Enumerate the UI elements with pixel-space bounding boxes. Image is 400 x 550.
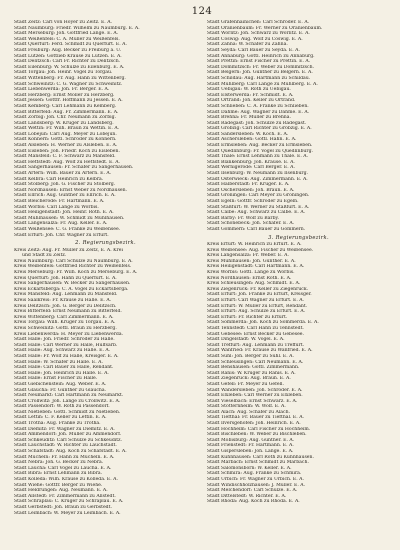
register-entry: Stadt Löbejün: Carl Aug. Meyer zu Löbejün. — [14, 131, 117, 137]
register-entry: Kreis Liebenwerda: H. Meyer zu Liebenwerda. — [14, 331, 124, 337]
register-entry: Kreis Saalkreis: Fr. Krause zu Halle. E. A. — [14, 298, 112, 303]
register-entry: Stadt Thale: Ernst Lehmann zu Thale. E. A. — [207, 154, 309, 160]
register-entry: Stadt Gerbstedt: Joh. Braun zu Gerbstedt. — [14, 504, 112, 510]
register-entry: Stadt Zörbig: Joh. Chr. Neumann zu Zörbig. — [14, 115, 117, 121]
register-entry: Stadt Frienstedt: Fr. Hartmann. E. A. — [207, 443, 294, 449]
register-entry: Kreis Merseburg: Fr. Wilh. Koch zu Merseburg. E. A. — [14, 270, 138, 276]
register-entry: Stadt Erfurt: W. Müller zu Erfurt, Rendant. — [207, 303, 308, 309]
register-entry: Stadt Erfurt: Aug. Schulze zu Erfurt. E. A. — [207, 309, 306, 315]
register-entry: Stadt Lauchstädt: W. Richter zu Lauchstädt. — [14, 443, 117, 449]
register-entry: Stadt Mühlberg: Carl Lange zu Mühlberg. E. A. — [207, 81, 318, 87]
register-entry: Stadt Annaburg: Gottl. Heinrich zu Annaburg. — [207, 53, 315, 59]
register-entry: Stadt Sandersleben: W. Koch. E. A. — [207, 131, 289, 137]
register-entry: Kreis Nordhausen: Ernst Roth. E. A. — [207, 275, 292, 281]
register-entry: Stadt Sangerhausen: Fr. Schäfer zu Sangerhausen. — [14, 165, 134, 171]
register-entry: Stadt Suhl: Joh. Berger zu Suhl. E. A. — [207, 353, 294, 359]
register-entry: Stadt Kölleda: Wilh. Krause zu Kölleda. E. A. — [14, 477, 118, 482]
register-entry: Stadt Zahna: W. Schäfer zu Zahna. — [207, 42, 288, 48]
register-entry: Stadt Dommitzsch: Fr. Weber zu Dommitzsch. — [207, 64, 315, 70]
register-entry: Stadt Windischholzhausen: J. Müller. E. A. — [207, 482, 306, 488]
register-entry: Stadt Möbisburg: Aug. Günther. E. A. — [207, 437, 295, 443]
register-entry: Stadt Erfurt: Joh. Franke zu Erfurt, Kreisger. — [207, 292, 312, 298]
register-entry: Stadt Torgau: Joh. Heinr. Vogel zu Torgau. — [14, 70, 113, 76]
register-entry: Stadt Nebra: Joh. G. Becker zu Nebra. — [14, 460, 104, 466]
register-entry: Stadt Gröningen: Carl Meyer zu Gröningen. — [207, 193, 310, 199]
register-entry: Stadt Giebichenstein: Aug. Weber. E. A. — [14, 381, 107, 387]
register-entry: Kreis Delitzsch: Joh. G. Berger zu Delitzsch. — [14, 303, 117, 309]
register-entry: Stadt Ermsleben: Aug. Becker zu Ermsleben. — [207, 143, 313, 149]
page-number: 124 — [191, 6, 213, 17]
register-entry: Stadt Ellrich: Aug. Günther zu Ellrich. E. A. — [14, 193, 116, 199]
register-entry: Stadt Halle: Fr. Wolf zu Halle, Kreisger. E. A. — [14, 353, 119, 359]
register-entry: Stadt Bibra: Ernst Lehmann zu Bibra. — [14, 471, 103, 477]
register-entry: Stadt Mansfeld: C. F. Schwarz zu Mansfeld. — [14, 154, 116, 160]
register-entry: Stadt Cröllwitz: Joh. Lange zu Cröllwitz. E. A. — [14, 398, 121, 404]
register-entry: Stadt Treffurt: Aug. Lehmann zu Treffurt. — [207, 342, 305, 348]
register-entry: Stadt Halberstadt: Fr. Krüger. E. A. — [207, 182, 290, 188]
register-entry: Stadt Dingelstädt: W. Vogel. E. A. — [207, 337, 285, 343]
register-entry: Stadt Wörlitz: Joh. Schwarz zu Wörlitz. E. A. — [207, 31, 310, 37]
register-entry: Kreis Zeitz: Aug. Fr. Müller zu Zeitz, E. A. Krei — [14, 247, 123, 253]
register-entry: Stadt Rhoda: Aug. Koch zu Rhoda. E. A. — [207, 499, 300, 505]
register-entry: Kreis Weißenfels: Gottfried Richter zu Weißenfels. — [14, 264, 132, 270]
register-entry: Kreis Mansfeld: Aug. Lehmann zu Mansfeld. — [14, 292, 118, 298]
register-entry: Stadt Vieselbach: Ernst Schwarz. E. A. — [207, 398, 298, 404]
register-entry: Stadt Glaucha: Fr. Günther zu Glaucha. — [14, 387, 107, 393]
register-entry: Stadt Bitterfeld: Aug. Fr. Zimmermann. E. A. — [14, 109, 119, 115]
register-entry: Stadt Melchendorf: Carl Schulze. E. A. — [207, 488, 298, 494]
register-entry: Stadt Sömmerda: Joh. Koch zu Sömmerda. E. A. — [207, 320, 319, 326]
register-entry: Stadt Kühnhausen: Carl Roth zu Kühnhausen. — [207, 454, 314, 460]
register-entry: Stadt Eilenburg: W. Schulze zu Eilenburg. E. A. — [14, 64, 125, 70]
register-entry: Stadt Egeln: Gottfr. Schröder zu Egeln. — [207, 199, 299, 204]
register-entry: Stadt Ranis: W. Krüger zu Ranis. E. A. — [207, 370, 296, 376]
register-entry: Stadt Wanfried: Fr. Krause zu Wanfried. E. A. — [207, 348, 313, 354]
register-entry: Stadt Kemberg: Carl Lehmann zu Kemberg. — [14, 103, 117, 109]
register-entry: Stadt Stotternheim: W. Wolf. E. A. — [207, 404, 286, 410]
register-entry: Stadt Erfurt: Fr. Richter zu Erfurt. — [207, 314, 288, 320]
register-entry: Stadt Mühlhausen: W. Schmidt zu Mühlhausen. — [14, 215, 125, 221]
register-entry: Stadt Hochheim: Carl Fischer zu Hochheim. — [207, 426, 311, 432]
register-entry: Stadt Tennstedt: Carl Hahn zu Tennstedt. — [207, 325, 304, 331]
register-entry: Stadt Halle: Aug. Schwarz zu Halle. E. A. — [14, 348, 111, 354]
register-entry: Stadt Schlieben: C. A. Franke zu Schlieben. — [207, 103, 309, 109]
register-entry: Stadt Gräfenhainichen: Carl Schröder. E. A. — [207, 20, 310, 25]
register-entry: Stadt Bleicherode: Fr. Hartmann. E. A. — [14, 199, 105, 204]
register-entry: Stadt Weißenfels: C. A. Müller zu Weißenfels. — [14, 36, 120, 42]
register-entry: Stadt Delitzsch: Carl Fr. Richter zu Delitzsch. — [14, 59, 121, 65]
register-entry: Stadt Lützen: Gottlieb Krause zu Lützen. E. A. — [14, 53, 122, 59]
register-entry: Stadt Wernigerode: Carl Berger. E. A. — [207, 165, 295, 171]
section-heading: 2. Regierungsbezirk. — [75, 240, 136, 247]
register-entry: Kreis Erfurt: W. Heinrich zu Erfurt. E. A. — [207, 242, 302, 248]
register-entry: Stadt Radegast: Joh. Schulze zu Radegast. — [207, 120, 307, 126]
register-entry: Stadt Diemitz: Fr. Wagner zu Diemitz. E. A. — [14, 426, 115, 432]
register-entry: Stadt Barby: Fr. Wolf zu Barby. — [207, 215, 279, 221]
register-entry: Stadt Leimbach: W. Meyer zu Leimbach. E. A. — [14, 510, 121, 516]
entry-continuation: und Stadt zu Zeitz. — [22, 253, 67, 259]
register-entry: Stadt Prettin: Ernst Fischer zu Prettin. E. A. — [207, 59, 311, 65]
register-entry: Kreis Worbis: Gottl. Lange zu Worbis. — [207, 270, 295, 276]
register-entry: Kreis Bitterfeld: Ernst Neumann zu Bitterfeld. — [14, 309, 122, 315]
register-entry: Stadt Halle: Carl Bauer zu Halle, Rendant. — [14, 365, 114, 371]
register-entry: Stadt Naumburg: Friedr. Wilhelm zu Naumburg. E. A. — [14, 25, 140, 31]
register-entry: Stadt Schönebeck: Joh. Schäfer. E. A. — [207, 221, 295, 227]
register-entry: Stadt Merseburg: Joh. Gottfried Lange. E. A. — [14, 31, 119, 37]
register-entry: Kreis Wittenberg: Carl Zimmermann. E. A. — [14, 314, 114, 320]
register-entry: Stadt Gröbzig: Carl Richter zu Gröbzig. E. A. — [207, 126, 312, 132]
register-entry: Stadt Worbis: Carl Lange zu Worbis. — [14, 204, 99, 210]
register-entry: Kreis Schleusingen: Aug. Schmidt. E. A. — [207, 281, 301, 287]
register-entry: Stadt Schkeuditz: Carl Schulze zu Schkeuditz. — [14, 437, 123, 443]
register-entry: Stadt Tiefthal: Fr. Bauer zu Tiefthal. E. A. — [207, 415, 304, 421]
section-heading: 3. Regierungsbezirk. — [268, 234, 329, 241]
register-entry: Stadt Belgern: Joh. Günther zu Belgern. E. A. — [207, 70, 313, 76]
register-entry: Stadt Schraplau: C. Krüger zu Schraplau. E. A. — [14, 499, 124, 505]
register-entry: Stadt Dahme: Aug. Wagner zu Dahme. E. A. — [207, 109, 310, 115]
register-entry: Kreis Torgau: Wilh. Krüger zu Torgau. E. A. — [14, 320, 116, 326]
register-entry: Stadt Osterwieck: Aug. Zimmermann. E. A. — [207, 176, 308, 182]
right-column — [207, 20, 390, 548]
register-entry: Stadt Alsleben: H. Werner zu Alsleben. E. A. — [14, 143, 118, 149]
register-entry: Stadt Erfurt: Carl Wagner zu Erfurt. E. A. — [207, 298, 305, 303]
register-entry: Stadt Schafstädt: Aug. Koch zu Schafstädt. E. A. — [14, 449, 127, 455]
register-entry: Kreis Querfurt: Joh. Hahn zu Querfurt. E. A. — [14, 275, 117, 281]
register-entry: Stadt Hettstedt: Aug. Wolf zu Hettstedt. E. A. — [14, 159, 120, 165]
register-entry: Stadt Freiburg: Aug. Becker zu Freiburg a. U. — [14, 47, 122, 53]
register-entry: Stadt Gebesee: Ernst Becker zu Gebesee. — [207, 331, 304, 337]
register-entry: Kreis Naumburg: Carl Schulze zu Naumburg. E. A. — [14, 258, 133, 264]
register-entry: Stadt Passendorf: W. Roth zu Passendorf. — [14, 404, 110, 410]
register-entry: Stadt Seyda: Carl Bauer zu Seyda. E. A. — [207, 47, 300, 53]
register-entry: Kreis Heiligenstadt: Carl Hartmann. E. A. — [207, 264, 305, 270]
register-entry: Stadt Halle: W. Schäfer zu Halle. E. A. — [14, 359, 103, 365]
register-entry: Stadt Schleusingen: Carl Neumann. E. A. — [207, 359, 304, 365]
register-entry: Stadt Ilsenburg: W. Neumann zu Ilsenburg. — [207, 171, 309, 177]
register-entry: Stadt Nordhausen: Ernst Weber zu Nordhausen. — [14, 187, 128, 193]
register-entry: Stadt Zeitz: Carl von Hoyer zu Zeitz. E. A. — [14, 20, 112, 25]
register-entry: Stadt Blankenburg: Joh. Krause. E. A. — [207, 159, 295, 165]
register-entry: Stadt Benshausen: Gottl. Zimmermann. — [207, 365, 300, 371]
register-entry: Stadt Querfurt: Ferd. Schmidt zu Querfurt. E. A. — [14, 42, 127, 48]
register-entry: Stadt Allstedt: Fr. Zimmermann zu Allstedt. — [14, 493, 116, 499]
register-entry: Stadt Artern: Wilh. Bauer zu Artern. E. A. — [14, 171, 112, 177]
register-entry: Stadt Halle: Joh. Friedr. Schröder zu Halle. — [14, 337, 115, 343]
register-entry: Stadt Eisleben: Joh. Friedr. Koch zu Eisleben. — [14, 148, 120, 154]
register-entry: Stadt Elsterwerda: Fr. Schmidt. E. A. — [207, 92, 294, 98]
register-entry: Kreis Weißensee: Aug. Fischer zu Weißensee. — [207, 247, 314, 253]
register-entry: Stadt Gispersleben: Joh. Lange. E. A. — [207, 449, 294, 455]
register-entry: Stadt Trotha: Aug. Franke zu Trotha. — [14, 421, 101, 427]
register-entry: Stadt Aschersleben: Gottl. Hahn. E. A. — [207, 137, 297, 143]
register-entry: Stadt Urbich: Fr. Wagner zu Urbich. E. A. — [207, 477, 304, 482]
register-entry: Stadt Oschersleben: Joh. Braun. E. A. — [207, 187, 295, 193]
register-entry: Stadt Ziegenrück: Aug. Braun. E. A. — [207, 376, 291, 382]
register-entry: Stadt Coswig: Aug. Wolf zu Coswig. E. A. — [207, 36, 303, 42]
register-entry: Stadt Langensalza: Fr. Aug. Keller. E. A. — [14, 221, 108, 227]
register-entry: Stadt Staßfurt: W. Werner zu Staßfurt. E. A. — [207, 204, 310, 210]
register-entry: Stadt Stolberg: Joh. G. Fischer zu Stolberg. — [14, 182, 116, 188]
register-entry: Stadt Brehna: Fr. Müller zu Brehna. — [207, 115, 291, 121]
register-entry: Stadt Halle: Joh. Heinrich zu Halle. E. A. — [14, 370, 109, 376]
register-entry: Stadt Ilversgehofen: Joh. Heinrich. E. A. — [207, 421, 301, 427]
register-entry: Stadt Halle: Carl Werner zu Halle, Hülfsarb. — [14, 342, 118, 348]
register-entry: Stadt Halle: Ernst Fischer zu Halle. — [14, 376, 98, 382]
register-entry: Stadt Wandersleben: Joh. Schröder. E. A. — [207, 387, 303, 393]
register-entry: Kreis Mühlhausen: Joh. Günther. E. A. — [207, 258, 296, 264]
register-entry: Stadt Uebigau: W. Roth zu Uebigau. — [207, 87, 291, 93]
register-entry: Stadt Landsberg: W. Krüger zu Landsberg. — [14, 120, 114, 126]
register-entry: Stadt Schmira: Aug. Franke zu Schmira. — [207, 471, 302, 477]
register-entry: Stadt Erfurt: Joh. Chr. Wagner zu Erfurt. — [14, 232, 109, 238]
register-entry: Stadt Marbach: Ernst Schmidt zu Marbach. — [207, 460, 309, 466]
register-entry: Stadt Alach: Aug. Schäfer zu Alach. — [207, 409, 291, 415]
register-entry: Stadt Oranienbaum: Fr. Werner zu Oranienbaum. — [207, 25, 323, 31]
register-entry: Kreis Schweinitz: Gottl. Braun zu Herzberg. — [14, 325, 117, 331]
register-entry: Stadt Gommern: Carl Bauer zu Gommern. — [207, 226, 306, 232]
register-entry: Stadt Könnern: Gottl. Schröder zu Könnern. — [14, 137, 117, 143]
register-entry: Kreis Langensalza: Fr. Weber. E. A. — [207, 253, 289, 259]
register-entry: Stadt Ammendorf: Joh. Müller zu Ammendorf. — [14, 432, 122, 438]
register-entry: Stadt Lettin: C. F. Keller zu Lettin. E. A. — [14, 415, 107, 421]
register-entry: Stadt Weißensee: C. G. Franke zu Weißensee. — [14, 226, 121, 232]
register-entry: Stadt Neumarkt: Carl Hartmann zu Neumarkt. — [14, 393, 124, 399]
register-entry: Stadt Dittelstedt: W. Richter. E. A. — [207, 493, 287, 499]
register-entry: Kreis Sangerhausen: W. Becker zu Sangerhausen. — [14, 281, 131, 287]
register-entry: Stadt Quedlinburg: Fr. Vogel zu Quedlinburg. — [207, 148, 313, 154]
register-entry: Stadt Calbe: Aug. Schwarz zu Calbe. E. A. — [207, 210, 306, 216]
register-entry: Kreis Eckartsberga: C. A. Vogel zu Eckartsberga. — [14, 286, 129, 292]
register-entry: Stadt Wittenberg: Fr. Aug. Hahn zu Wittenberg. — [14, 75, 126, 81]
register-entry: Stadt Elxleben: Carl Werner zu Elxleben. — [207, 393, 303, 399]
register-entry: Stadt Laucha: Carl Vogel zu Laucha. E. A. — [14, 465, 112, 471]
register-entry: Stadt Heldrungen: Aug. Neumann. E. A. — [14, 488, 108, 494]
register-entry: Stadt Kelbra: Carl Heinrich zu Kelbra. — [14, 176, 104, 182]
register-entry: Stadt Herzberg: Ernst Möller zu Herzberg. — [14, 92, 115, 98]
register-entry: Stadt Gefell: Fr. Meyer zu Gefell. — [207, 381, 284, 387]
register-entry: Stadt Wiehe: Gottfr. Berger zu Wiehe. — [14, 482, 103, 488]
register-entry: Stadt Nietleben: Gottl. Schmidt zu Nietleben. — [14, 409, 121, 415]
register-entry: Stadt Bischleben: W. Weber zu Bischleben. — [207, 432, 307, 438]
register-entry: Stadt Ortrand: Joh. Keller zu Ortrand. — [207, 98, 296, 104]
register-entry: Stadt Liebenwerda: Joh. Fr. Berger. E. A. — [14, 87, 110, 93]
register-entry: Stadt Heiligenstadt: Joh. Heinr. Roth. E. A. — [14, 210, 114, 216]
register-entry: Stadt Schildau: Aug. Hartmann zu Schildau. — [207, 75, 311, 81]
register-entry: Stadt Wettin: Fr. Wilh. Braun zu Wettin. E. A. — [14, 126, 120, 132]
register-entry: Stadt Jessen: Gottfr. Hoffmann zu Jessen. E. A. — [14, 98, 123, 104]
register-entry: Kreis Ziegenrück: Fr. Keller zu Ziegenrück. — [207, 286, 309, 292]
register-entry: Stadt Salomonsborn: W. Keller. E. A. — [207, 465, 292, 471]
left-column — [14, 20, 197, 548]
register-entry: Stadt Mücheln: Fr. Hahn zu Mücheln. E. A. — [14, 454, 115, 460]
columns — [14, 20, 390, 548]
register-entry: Stadt Schweinitz: C. G. Wagner zu Schweinitz. — [14, 81, 123, 87]
